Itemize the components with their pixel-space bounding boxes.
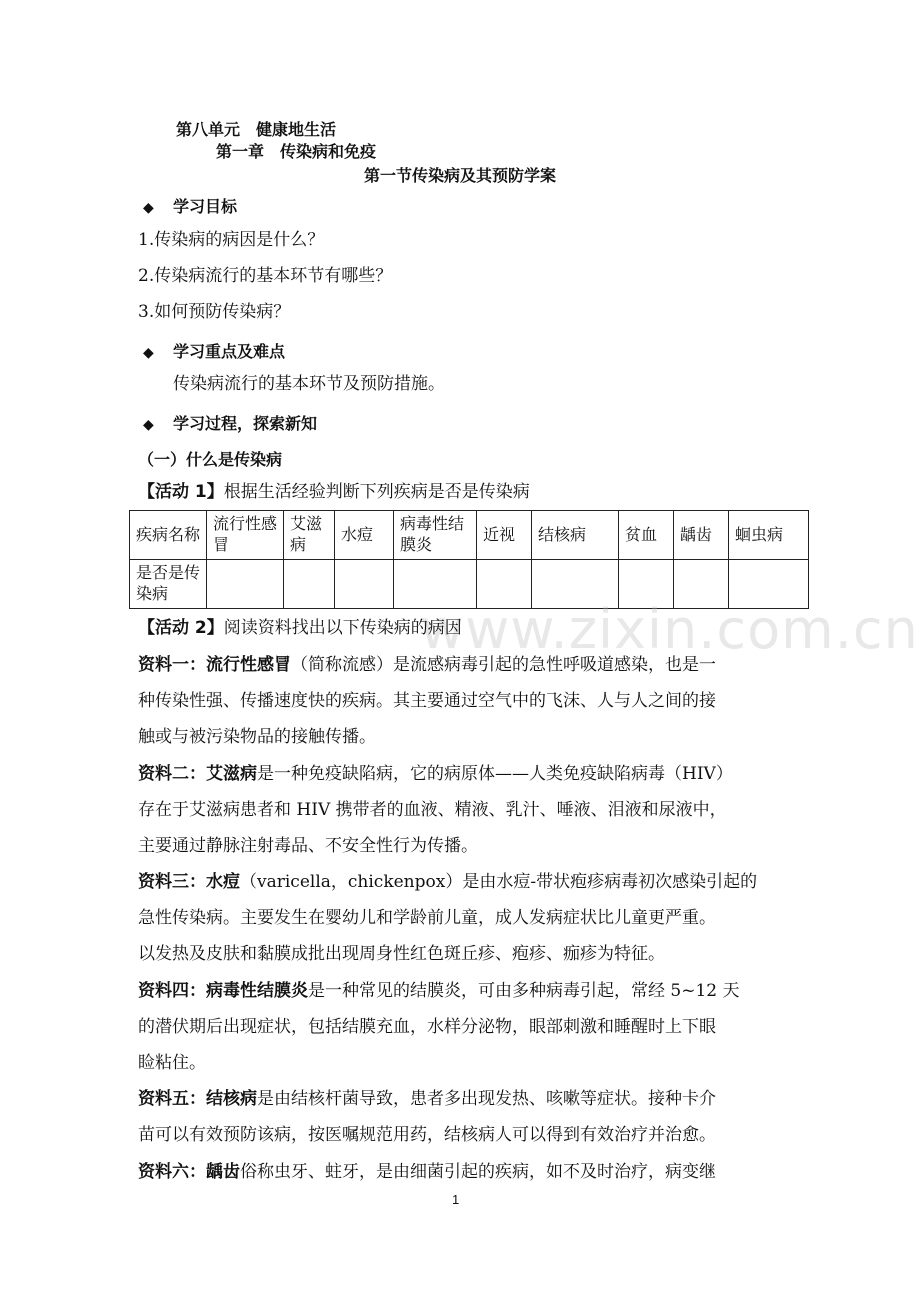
table-cell: 贫血	[619, 511, 674, 560]
material-text: （varicella，chickenpox）是由水痘-带状疱疹病毒初次感染引起的	[240, 872, 758, 892]
material-tag: 资料一：	[138, 655, 206, 675]
material-text: 是一种免疫缺陷病，它的病原体——人类免疫缺陷病毒（HIV）	[257, 764, 733, 784]
unit-heading: 第八单元 健康地生活	[176, 120, 337, 139]
table-cell: 蛔虫病	[729, 511, 809, 560]
section-heading: 第一节传染病及其预防学案	[364, 166, 557, 185]
table-cell: 疾病名称	[130, 511, 207, 560]
key-points-text: 传染病流行的基本环节及预防措施。	[173, 374, 445, 394]
activity2-label: 【活动 2】	[138, 618, 224, 638]
goals-heading	[143, 194, 237, 217]
activity2-text: 阅读资料找出以下传染病的病因	[223, 618, 462, 638]
material-tag: 资料二：	[138, 764, 206, 784]
process-heading	[143, 411, 317, 434]
answer-cell[interactable]	[335, 560, 394, 609]
table-cell: 艾滋病	[284, 511, 335, 560]
key-points-title: 学习重点及难点	[173, 342, 286, 361]
process-title: 学习过程，探索新知	[173, 414, 318, 433]
material-line	[138, 1162, 716, 1183]
answer-cell[interactable]	[284, 560, 335, 609]
material-line: 急性传染病。主要发生在婴幼儿和学龄前儿童，成人发病症状比儿童更严重。	[138, 908, 716, 928]
material-tag: 资料三：	[138, 872, 206, 892]
material-line: 触或与被污染物品的接触传播。	[138, 727, 376, 747]
activity1-text: 根据生活经验判断下列疾病是否是传染病	[223, 482, 530, 502]
goals-title: 学习目标	[173, 197, 238, 216]
material-line: 主要通过静脉注射毒品、不安全性行为传播。	[138, 836, 478, 856]
material-line: 的潜伏期后出现症状，包括结膜充血，水样分泌物，眼部刺激和睡醒时上下眼	[138, 1017, 716, 1037]
material-text: 是一种常见的结膜炎，可由多种病毒引起，常经 5~12 天	[308, 981, 740, 1001]
material-line: 存在于艾滋病患者和 HIV 携带者的血液、精液、乳汁、唾液、泪液和尿液中，	[138, 800, 727, 820]
answer-cell[interactable]	[207, 560, 284, 609]
material-tag: 资料六：	[138, 1162, 206, 1182]
goal-item: 2.传染病流行的基本环节有哪些？	[138, 266, 393, 286]
key-points-heading	[143, 339, 285, 362]
watermark: www.zixin.com.cn	[420, 598, 919, 661]
material-line	[138, 872, 757, 893]
sub-heading: （一）什么是传染病	[138, 450, 283, 469]
material-text: （简称流感）是流感病毒引起的急性呼吸道感染，也是一	[291, 655, 716, 675]
material-line: 种传染性强、传播速度快的疾病。其主要通过空气中的飞沫、人与人之间的接	[138, 691, 716, 711]
table-cell: 流行性感冒	[207, 511, 284, 560]
page-number: 1	[452, 1192, 460, 1207]
disease-table	[129, 510, 809, 609]
material-term: 水痘	[206, 872, 240, 892]
table-row	[130, 511, 809, 560]
diamond-bullet-icon: ◆	[143, 200, 154, 216]
goal-item: 3.如何预防传染病？	[138, 302, 291, 322]
material-text: 是由结核杆菌导致，患者多出现发热、咳嗽等症状。接种卡介	[257, 1089, 716, 1109]
table-cell: 水痘	[335, 511, 394, 560]
table-cell: 近视	[477, 511, 532, 560]
chapter-heading: 第一章 传染病和免疫	[216, 142, 377, 161]
material-term: 艾滋病	[206, 764, 257, 784]
activity2-line	[138, 618, 462, 639]
material-line: 以发热及皮肤和黏膜成批出现周身性红色斑丘疹、疱疹、痂疹为特征。	[138, 944, 665, 964]
activity1-label: 【活动 1】	[138, 482, 224, 502]
table-cell: 结核病	[532, 511, 619, 560]
material-line	[138, 655, 716, 676]
material-line: 苗可以有效预防该病，按医嘱规范用药，结核病人可以得到有效治疗并治愈。	[138, 1125, 716, 1145]
material-line	[138, 1089, 716, 1110]
table-cell: 病毒性结膜炎	[394, 511, 477, 560]
material-text: 俗称虫牙、蛀牙，是由细菌引起的疾病，如不及时治疗，病变继	[240, 1162, 716, 1182]
material-tag: 资料五：	[138, 1089, 206, 1109]
table-cell: 是否是传染病	[130, 560, 207, 609]
material-line	[138, 764, 733, 785]
table-cell: 龋齿	[674, 511, 729, 560]
diamond-bullet-icon: ◆	[143, 345, 154, 361]
material-tag: 资料四：	[138, 981, 206, 1001]
activity1-line	[138, 482, 530, 503]
diamond-bullet-icon: ◆	[143, 417, 154, 433]
material-line: 睑粘住。	[138, 1053, 206, 1073]
material-term: 结核病	[206, 1089, 257, 1109]
material-term: 病毒性结膜炎	[206, 981, 308, 1001]
material-term: 龋齿	[206, 1162, 240, 1182]
goal-item: 1.传染病的病因是什么？	[138, 230, 325, 250]
material-line	[138, 981, 740, 1002]
material-term: 流行性感冒	[206, 655, 291, 675]
